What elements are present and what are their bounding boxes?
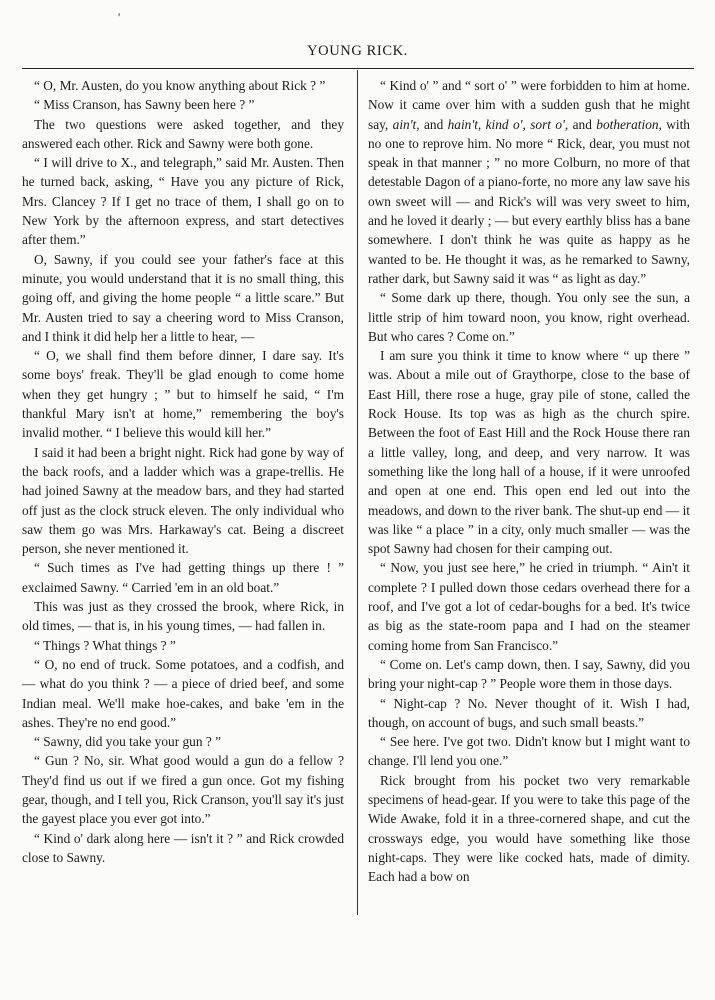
paragraph: “ Kind o' dark along here — isn't it ? ” and Rick crowded close to Sawny.	[22, 830, 344, 865]
paragraph: “ Now, you just see here,” he cried in triumph. “ Ain't it complete ? I pulled down those cedars overhead there for a roof, and I've got a lot of cedar-boughs for a bed. It's twice as big as the state-room papa and I had on the steamer coming home from San Francisco.”	[368, 560, 690, 653]
paragraph: “ Some dark up there, though. You only see the sun, a little strip of him toward noon, you know, right overhead. But who cares ? Come on.”	[368, 290, 690, 344]
column-divider	[357, 70, 358, 915]
paragraph: “ Sawny, did you take your gun ? ”	[34, 734, 222, 750]
italic-word: botheration,	[596, 116, 662, 132]
running-title: YOUNG RICK.	[307, 43, 408, 59]
paragraph: I said it had been a bright night. Rick had gone by way of the back roofs, and a ladder which was a grape-trellis. He had joined Sawny at the meadow bars, and they had started off just as the clock struck eleven. The only individual who saw them go was Mrs. Harkaway's cat. Being a discreet person, she never mentioned it.	[22, 444, 344, 557]
text-run: “ Kind o' ” and “ sort o' ” were forbidden to him at home. Now it came over him with a sudden gush that he might say,	[368, 78, 690, 132]
paragraph: “ Miss Cranson, has Sawny been here ? ”	[34, 97, 255, 113]
paragraph: “ O, no end of truck. Some potatoes, and a codfish, and — what do you think ? — a piece of dried beef, and some Indian meal. We'll make hoe-cakes, and bake 'em in the ashes. They're no end good.”	[22, 656, 344, 730]
text-run: and	[568, 116, 597, 132]
paragraph: “ O, Mr. Austen, do you know anything about Rick ? ”	[34, 78, 326, 93]
italic-word: ain't,	[392, 116, 420, 132]
paragraph: The two questions were asked together, and they answered each other. Rick and Sawny were both gone.	[22, 116, 344, 151]
text-run: with no one to reprove him. No more “ Rick, dear, you must not speak in that manner ; ” no more Colburn, no more of that detestable Dagon of a piano-forte, no more any law save his own sweet will — and Rick's will was very sweet to him, and he loved it dearly ; — but every earthly bliss has a bane somewhere. I don't think he was quite as happy as he wanted to be. He thought it was, as he remarked to Sawny, rather dark, but Sawny said it was “ as light as day.”	[368, 116, 690, 286]
paragraph: I am sure you think it time to know where “ up there ” was. About a mile out of Graythorpe, close to the base of East Hill, there rose a huge, gray pile of stone, called the Rock House. Its top was as high as the church spire. Between the foot of East Hill and the Rock House there ran a little valley, long, and deep, and very narrow. It was something like the long hall of a house, if it were unroofed and open at one end. This open end led out into the meadows, and down to the river bank. The shut-up end — it was like “ a place ” in a city, only much smaller — was the spot Sawny had chosen for their camping out.	[368, 348, 690, 557]
left-column	[22, 76, 344, 867]
italic-word: hain't, kind o', sort o',	[447, 116, 569, 132]
paragraph: O, Sawny, if you could see your father's face at this minute, you would understand that it is no small thing, this going off, and giving the home people “ a little scare.” But Mr. Austen tried to say a cheering word to Miss Cranson, and I think it did help her a little to hear, —	[22, 251, 344, 344]
right-column	[368, 76, 690, 886]
paragraph: This was just as they crossed the brook, where Rick, in old times, — that is, in his young times, — had fallen in.	[22, 599, 344, 634]
paragraph: “ Things ? What things ? ”	[34, 637, 176, 653]
paragraph: “ Night-cap ? No. Never thought of it. Wish I had, though, on account of bugs, and such small beasts.”	[368, 695, 690, 730]
paragraph: “ O, we shall find them before dinner, I dare say. It's some boys' freak. They'll be glad enough to come home when they get hungry ; ” but to himself he said, “ I'm thankful Mary isn't at home,” remembering the boy's invalid mother. “ I believe this would kill her.”	[22, 348, 344, 441]
paragraph: “ Such times as I've had getting things up there ! ” exclaimed Sawny. “ Carried 'em in an old boat.”	[22, 560, 344, 595]
stray-mark: '	[118, 10, 121, 24]
header-rule	[22, 68, 694, 69]
paragraph: “ I will drive to X., and telegraph,” said Mr. Austen. Then he turned back, asking, “ Have you any picture of Rick, Mrs. Clancey ? If I get no trace of them, I shall go on to New York by the afternoon express, and start detectives after them.”	[22, 155, 344, 248]
paragraph: “ See here. I've got two. Didn't know but I might want to change. I'll lend you one.”	[368, 734, 690, 769]
text-run: and	[419, 116, 448, 132]
paragraph	[368, 76, 690, 288]
paragraph: “ Come on. Let's camp down, then. I say, Sawny, did you bring your night-cap ? ” People wore them in those days.	[368, 656, 690, 692]
paragraph: Rick brought from his pocket two very remarkable specimens of head-gear. If you were to take this page of the Wide Awake, fold it in a three-cornered shape, and cut the crossways edge, you would have something like those night-caps. They were like cocked hats, made of dimity. Each had a bow on	[368, 772, 690, 885]
paragraph: “ Gun ? No, sir. What good would a gun do a fellow ? They'd find us out if we fired a gun once. Got my fishing gear, though, and I tell you, Rick Cranson, you'll say it's just the gayest place you ever got into.”	[22, 753, 344, 827]
